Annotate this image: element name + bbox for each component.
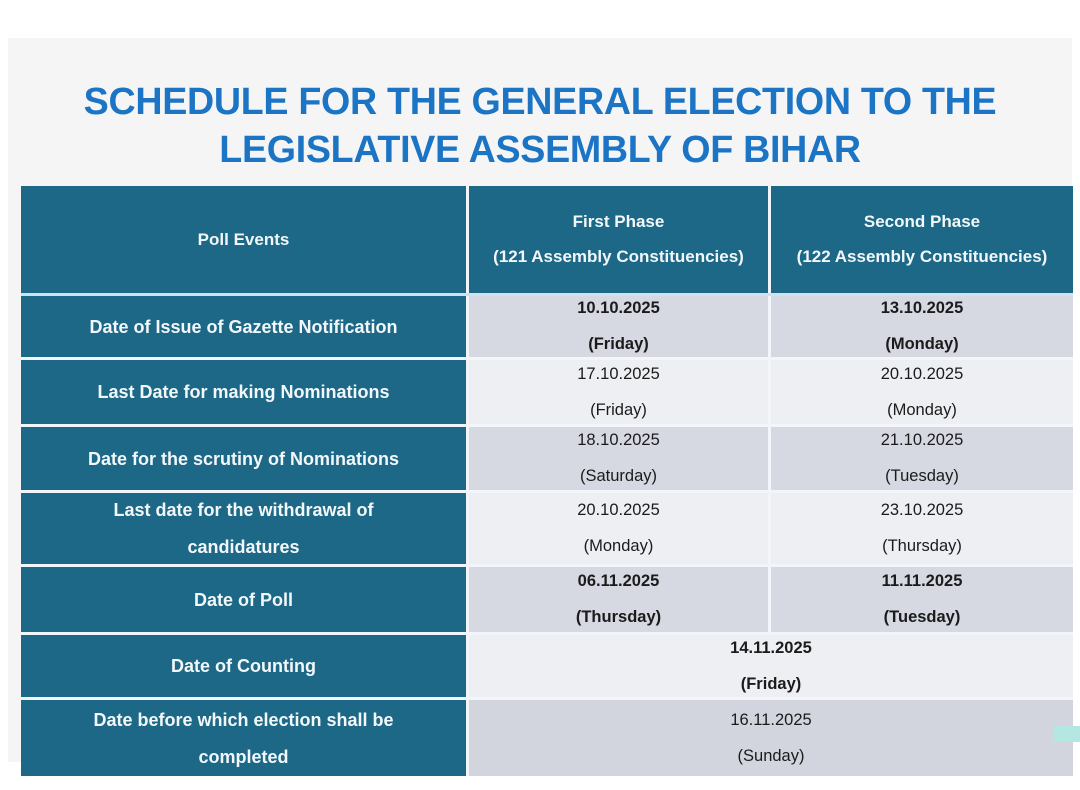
row-poll-second-phase xyxy=(771,567,1073,632)
row-nominations-second-phase xyxy=(771,360,1073,424)
row-gazette-event xyxy=(21,296,466,357)
row-scrutiny-event-label: Date for the scrutiny of Nominations xyxy=(87,448,400,469)
row-completion-date: 16.11.2025 xyxy=(730,710,812,729)
row-nominations-first-date: 17.10.2025 xyxy=(577,364,660,383)
header-poll-events-label: Poll Events xyxy=(197,229,290,249)
row-counting-event xyxy=(21,635,466,697)
header-second-phase-label: Second Phase xyxy=(863,212,981,231)
header-second-phase xyxy=(771,186,1073,293)
row-scrutiny-second-phase xyxy=(771,427,1073,490)
row-gazette-first-phase xyxy=(469,296,768,357)
page-title-line2: LEGISLATIVE ASSEMBLY OF BIHAR xyxy=(219,129,861,171)
row-poll-second-day: (Tuesday) xyxy=(883,608,961,626)
row-scrutiny-first-day: (Saturday) xyxy=(579,467,658,485)
row-poll-event xyxy=(21,567,466,632)
row-poll-first-day: (Thursday) xyxy=(575,608,662,626)
row-gazette-second-day: (Monday) xyxy=(885,335,959,353)
row-counting-date-cell xyxy=(469,635,1073,697)
page-title-line1: SCHEDULE FOR THE GENERAL ELECTION TO THE xyxy=(83,81,997,123)
row-completion-event-label2: completed xyxy=(198,746,289,767)
row-nominations-first-phase xyxy=(469,360,768,424)
row-counting-event-label: Date of Counting xyxy=(171,656,316,676)
row-withdrawal-event-label: Last date for the withdrawal of xyxy=(113,500,374,520)
row-withdrawal-second-phase xyxy=(771,493,1073,564)
row-withdrawal-first-date: 20.10.2025 xyxy=(577,501,660,519)
header-first-phase-subtitle: (121 Assembly Constituencies) xyxy=(493,247,744,266)
row-nominations-second-day: (Monday) xyxy=(887,400,957,419)
row-completion-date-cell xyxy=(469,700,1073,776)
row-poll-first-date: 06.11.2025 xyxy=(577,572,660,590)
row-gazette-first-date: 10.10.2025 xyxy=(577,299,660,317)
row-poll-event-label: Date of Poll xyxy=(193,589,293,610)
header-first-phase-label: First Phase xyxy=(572,212,665,231)
row-scrutiny-event xyxy=(21,427,466,490)
accent-bar xyxy=(1053,726,1080,742)
row-scrutiny-second-date: 21.10.2025 xyxy=(880,431,964,449)
header-poll-events xyxy=(21,186,466,293)
row-withdrawal-event xyxy=(21,493,466,564)
row-scrutiny-first-phase xyxy=(469,427,768,490)
page-title xyxy=(8,78,1072,174)
row-scrutiny-first-date: 18.10.2025 xyxy=(577,431,660,449)
header-second-phase-subtitle: (122 Assembly Constituencies) xyxy=(796,247,1048,266)
row-withdrawal-second-day: (Thursday) xyxy=(882,537,962,555)
row-scrutiny-second-day: (Tuesday) xyxy=(885,467,959,485)
row-withdrawal-first-phase xyxy=(469,493,768,564)
row-nominations-event xyxy=(21,360,466,424)
schedule-table xyxy=(21,186,1073,776)
row-completion-event-label: Date before which election shall be xyxy=(93,709,394,730)
row-gazette-first-day: (Friday) xyxy=(588,335,649,353)
row-poll-first-phase xyxy=(469,567,768,632)
row-nominations-second-date: 20.10.2025 xyxy=(880,364,964,383)
row-withdrawal-second-date: 23.10.2025 xyxy=(880,501,964,519)
row-completion-event xyxy=(21,700,466,776)
row-gazette-second-phase xyxy=(771,296,1073,357)
row-gazette-second-date: 13.10.2025 xyxy=(880,299,964,317)
slide-background xyxy=(8,38,1072,767)
row-nominations-event-label: Last Date for making Nominations xyxy=(97,382,390,402)
row-counting-date: 14.11.2025 xyxy=(730,638,812,657)
row-completion-day: (Sunday) xyxy=(737,746,805,765)
row-counting-day: (Friday) xyxy=(740,674,802,693)
row-withdrawal-first-day: (Monday) xyxy=(583,537,654,555)
row-withdrawal-event-label2: candidatures xyxy=(187,537,300,557)
row-gazette-event-label: Date of Issue of Gazette Notification xyxy=(89,316,398,337)
row-poll-second-date: 11.11.2025 xyxy=(881,572,963,590)
header-first-phase xyxy=(469,186,768,293)
row-nominations-first-day: (Friday) xyxy=(590,400,647,419)
